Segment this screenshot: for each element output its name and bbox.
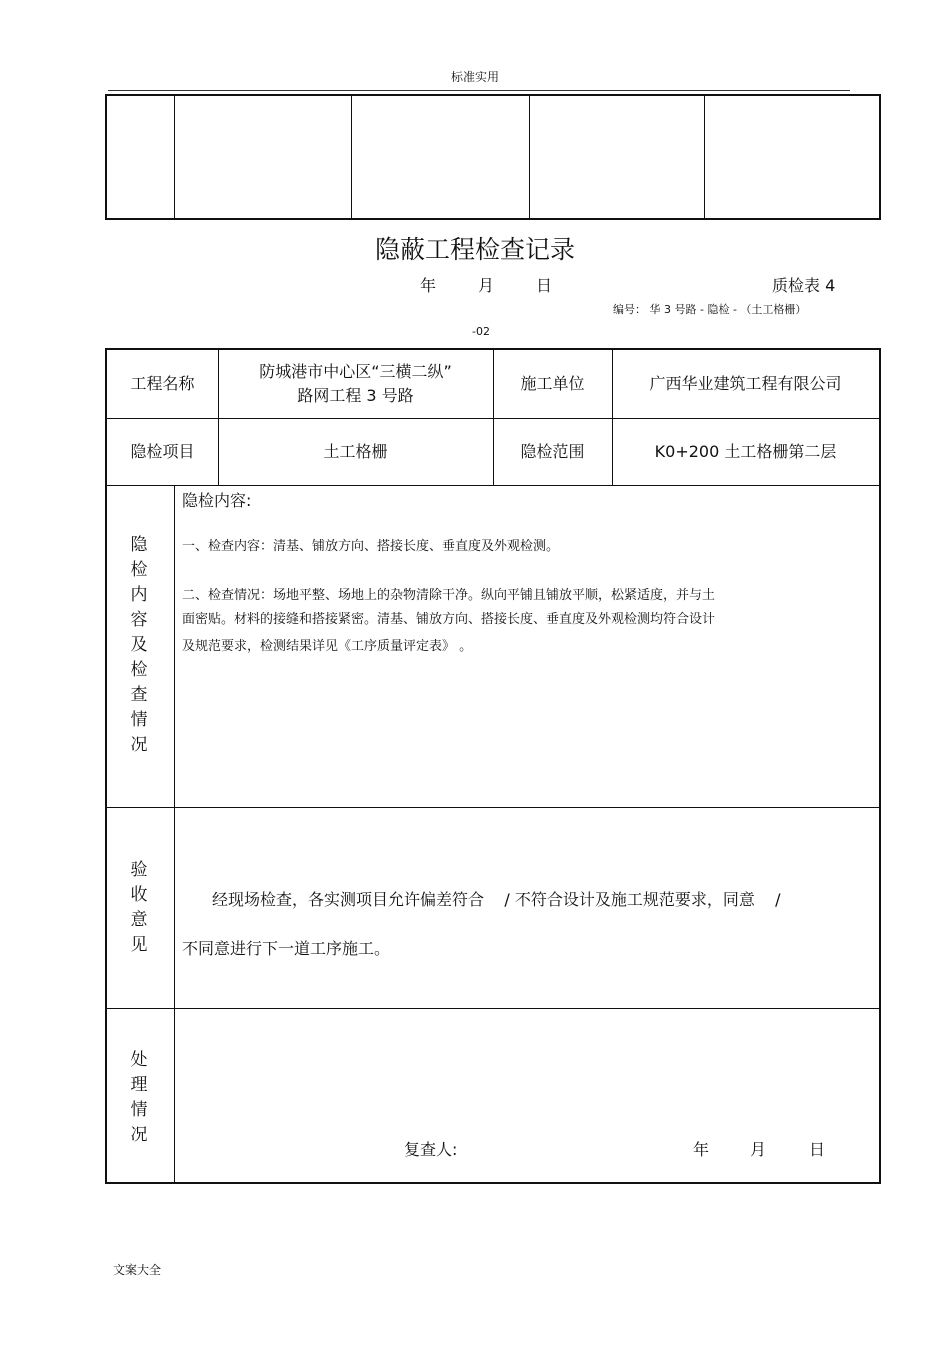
date-month: 月 xyxy=(478,276,495,295)
side-char: 内 xyxy=(130,585,148,605)
review-year: 年 xyxy=(693,1140,710,1159)
page-title: 隐蔽工程检查记录 xyxy=(374,235,575,264)
inspection-record-table xyxy=(105,348,881,1184)
page-header: 标准实用 xyxy=(450,70,499,84)
side-char: 情 xyxy=(130,710,148,730)
serial-number-suffix: -02 xyxy=(472,325,490,338)
row-divider xyxy=(107,807,879,808)
row-divider xyxy=(107,1008,879,1009)
page-footer: 文案大全 xyxy=(113,1263,162,1277)
side-char: 处 xyxy=(130,1050,148,1070)
inspection-line2: 二、检查情况：场地平整、场地上的杂物清除干净。纵向平铺且铺放平顺，松紧适度，并与土 xyxy=(182,588,716,603)
serial-number: 编号： 华 3 号路 - 隐检 - （土工格栅） xyxy=(613,303,807,316)
col-divider xyxy=(174,485,175,1182)
side-char: 及 xyxy=(130,635,148,655)
contractor-label: 施工单位 xyxy=(520,374,585,393)
side-char: 查 xyxy=(130,685,148,705)
table-divider xyxy=(529,96,530,218)
reviewer-label: 复查人: xyxy=(404,1140,458,1159)
side-char: 况 xyxy=(130,1125,148,1145)
inspection-side-label xyxy=(129,533,149,758)
header-rule xyxy=(108,90,850,91)
table-divider xyxy=(174,96,175,218)
acceptance-line1: 经现场检查，各实测项目允许偏差符合 / 不符合设计及施工规范要求，同意 / xyxy=(212,890,781,909)
side-char: 理 xyxy=(130,1075,148,1095)
review-day: 日 xyxy=(809,1140,826,1159)
previous-table-fragment xyxy=(105,94,881,220)
inspection-line1: 一、检查内容：清基、铺放方向、搭接长度、垂直度及外观检测。 xyxy=(182,539,560,554)
side-char: 收 xyxy=(130,885,148,905)
range-label: 隐检范围 xyxy=(520,441,585,461)
side-char: 检 xyxy=(130,660,148,680)
table-divider xyxy=(704,96,705,218)
project-name-line1: 防城港市中心区“三横二纵” xyxy=(259,362,452,381)
form-number: 质检表 4 xyxy=(772,276,836,295)
side-char: 验 xyxy=(130,860,148,880)
date-year: 年 xyxy=(420,276,437,295)
inspection-line4: 及规范要求，检测结果详见《工序质量评定表》 。 xyxy=(182,639,473,654)
item-label: 隐检项目 xyxy=(130,441,195,461)
inspection-line3: 面密贴。材料的接缝和搭接紧密。清基、铺放方向、搭接长度、垂直度及外观检测均符合设计 xyxy=(182,612,716,627)
item-value: 土工格栅 xyxy=(323,441,388,461)
project-name-value xyxy=(218,350,493,418)
project-name-line2: 路网工程 3 号路 xyxy=(297,386,414,405)
date-day: 日 xyxy=(536,276,553,295)
review-month: 月 xyxy=(750,1140,767,1159)
side-char: 情 xyxy=(130,1100,148,1120)
acceptance-side-label xyxy=(129,858,149,958)
range-value: K0+200 土工格栅第二层 xyxy=(654,441,837,461)
row-divider xyxy=(107,485,879,486)
inspection-heading: 隐检内容: xyxy=(182,491,252,510)
side-char: 见 xyxy=(130,935,148,955)
side-char: 隐 xyxy=(130,535,148,555)
side-char: 容 xyxy=(130,610,148,630)
side-char: 况 xyxy=(130,735,148,755)
contractor-value: 广西华业建筑工程有限公司 xyxy=(649,374,842,393)
project-name-label: 工程名称 xyxy=(130,374,195,393)
handling-side-label xyxy=(129,1048,149,1148)
acceptance-line2: 不同意进行下一道工序施工。 xyxy=(182,939,391,958)
table-divider xyxy=(351,96,352,218)
side-char: 意 xyxy=(130,910,148,930)
side-char: 检 xyxy=(130,560,148,580)
